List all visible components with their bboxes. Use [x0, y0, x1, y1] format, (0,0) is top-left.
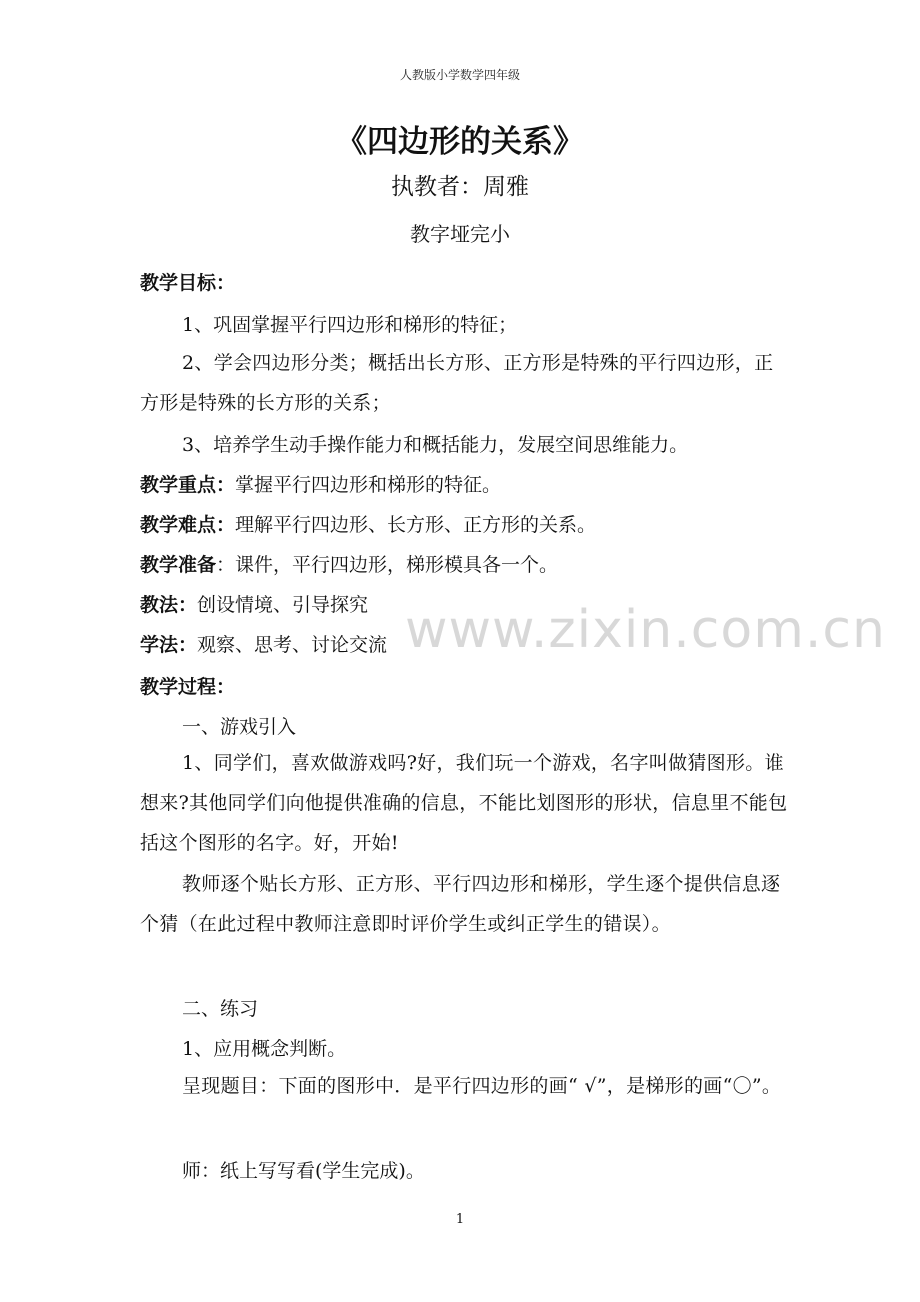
key-text: 掌握平行四边形和梯形的特征。: [235, 474, 502, 496]
section-1-heading: 一、游戏引入: [182, 716, 297, 738]
method-text: 创设情境、引导探究: [197, 594, 369, 616]
method-label: 教法：: [140, 594, 198, 616]
key-label: 教学重点：: [140, 474, 236, 496]
goal-1: 1、巩固掌握平行四边形和梯形的特征；: [182, 314, 518, 336]
document-title: 《四边形的关系》: [336, 124, 584, 160]
difficulty-label: 教学难点：: [140, 514, 236, 536]
learn-label: 学法：: [140, 634, 198, 656]
goals-heading: 教学目标：: [140, 272, 236, 294]
prep-text: ：课件，平行四边形，梯形模具各一个。: [216, 554, 559, 576]
question-paragraph: 呈现题目：下面的图形中．是平行四边形的画“ √”，是梯形的画“〇”。: [182, 1075, 782, 1097]
section-2-heading: 二、练习: [182, 998, 259, 1020]
page-number: 1: [455, 1212, 465, 1227]
teacher-activity-paragraph: 教师逐个贴长方形、正方形、平行四边形和梯形，学生逐个提供信息逐个猜（在此过程中教师注意即时评价学生或纠正学生的错误）。: [140, 873, 781, 935]
preparation: [140, 550, 558, 577]
teacher-instruction: 师：纸上写写看(学生完成)。: [182, 1160, 425, 1182]
key-points: [140, 470, 501, 497]
school-line: 教字垭完小: [410, 222, 510, 246]
goal-3: 3、培养学生动手操作能力和概括能力，发展空间思维能力。: [182, 434, 689, 456]
teaching-method: [140, 590, 368, 617]
prep-label: 教学准备: [140, 554, 217, 576]
exercise-1: 1、应用概念判断。: [182, 1038, 347, 1060]
watermark: www.zixin.com.cn: [405, 600, 886, 660]
goal-2: 2、学会四边形分类；概括出长方形、正方形是特殊的平行四边形，正方形是特殊的长方形的关系；: [140, 352, 774, 414]
teacher-line: 执教者：周雅: [391, 174, 529, 200]
game-intro-paragraph: 1、同学们，喜欢做游戏吗?好，我们玩一个游戏，名字叫做猜图形。谁想来?其他同学们向他提供准确的信息，不能比划图形的形状，信息里不能包括这个图形的名字。好，开始!: [140, 752, 788, 854]
difficulty-text: 理解平行四边形、长方形、正方形的关系。: [235, 514, 597, 536]
learning-method: [140, 630, 387, 657]
learn-text: 观察、思考、讨论交流: [197, 634, 388, 656]
difficulty-points: [140, 510, 596, 537]
page-header: 人教版小学数学四年级: [399, 68, 520, 82]
process-heading: 教学过程：: [140, 676, 236, 698]
